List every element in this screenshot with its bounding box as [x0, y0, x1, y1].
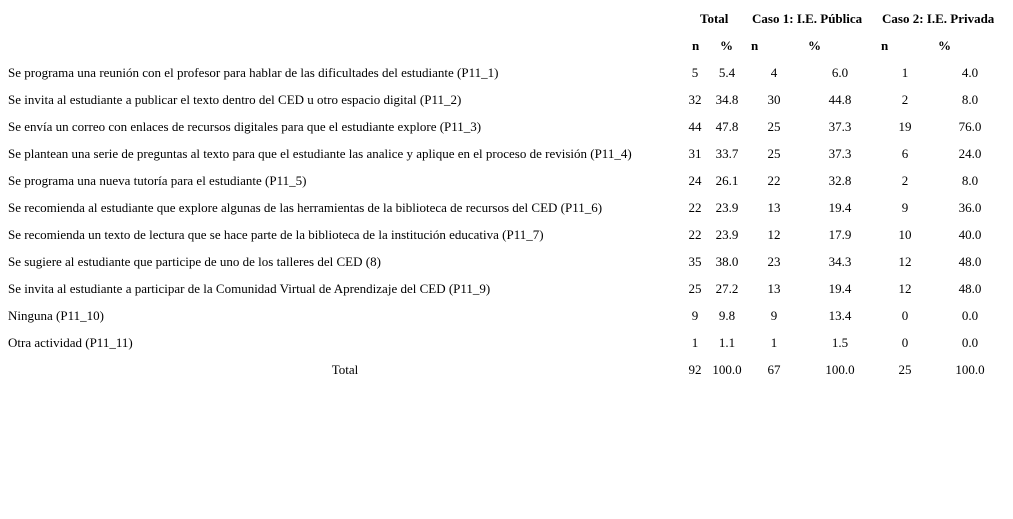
cell-caso2-pct: 0.0 — [961, 335, 979, 350]
cell-caso2-pct: 4.0 — [961, 65, 979, 80]
cell-total-n: 24 — [688, 173, 702, 188]
cell-caso2-pct: 48.0 — [958, 254, 982, 269]
cell-caso2-pct: 76.0 — [958, 119, 982, 134]
subheader-caso1-pct: % — [808, 38, 821, 53]
subheader-total-pct: % — [720, 38, 733, 53]
subheader-caso2-pct: % — [938, 38, 951, 53]
cell-caso1-n: 30 — [767, 92, 781, 107]
row-label: Se recomienda al estudiante que explore algunas de las herramientas de la biblioteca de recursos del CED (P11_6) — [8, 200, 603, 215]
cell-caso2-n: 0 — [901, 308, 909, 323]
header-total: Total — [700, 11, 729, 26]
cell-total-n: 22 — [688, 227, 702, 242]
cell-caso1-pct: 19.4 — [828, 200, 852, 215]
cell-caso2-n: 0 — [901, 335, 909, 350]
cell-caso1-n: 13 — [767, 200, 781, 215]
table-row — [0, 309, 1013, 336]
cell-caso1-pct: 17.9 — [828, 227, 852, 242]
cell-caso1-pct: 19.4 — [828, 281, 852, 296]
cell-total-pct: 9.8 — [718, 308, 736, 323]
cell-total-pct: 1.1 — [718, 335, 736, 350]
cell-caso2-n: 19 — [898, 119, 912, 134]
subheader-total-n: n — [692, 38, 700, 53]
row-label: Se programa una reunión con el profesor para hablar de las dificultades del estudiante (P11_1) — [8, 65, 499, 80]
cell-caso2-n: 25 — [898, 362, 912, 377]
cell-total-pct: 47.8 — [715, 119, 739, 134]
row-label: Ninguna (P11_10) — [8, 308, 104, 323]
cell-caso1-n: 12 — [767, 227, 781, 242]
row-label: Otra actividad (P11_11) — [8, 335, 133, 350]
cell-total-n: 1 — [691, 335, 699, 350]
row-label: Se recomienda un texto de lectura que se hace parte de la biblioteca de la institución educativa (P11_7) — [8, 227, 544, 242]
cell-caso1-n: 22 — [767, 173, 781, 188]
cell-total-n: 35 — [688, 254, 702, 269]
row-label: Se invita al estudiante a participar de la Comunidad Virtual de Aprendizaje del CED (P11_9) — [8, 281, 491, 296]
cell-caso2-pct: 36.0 — [958, 200, 982, 215]
table-row — [0, 93, 1013, 120]
cell-caso1-n: 9 — [770, 308, 778, 323]
cell-caso2-n: 2 — [901, 173, 909, 188]
cell-caso1-n: 4 — [770, 65, 778, 80]
table-row — [0, 228, 1013, 255]
cell-caso2-pct: 8.0 — [961, 92, 979, 107]
cell-caso1-pct: 32.8 — [828, 173, 852, 188]
cell-caso2-n: 2 — [901, 92, 909, 107]
cell-caso1-n: 23 — [767, 254, 781, 269]
cell-caso2-pct: 24.0 — [958, 146, 982, 161]
table-row — [0, 201, 1013, 228]
cell-total-pct: 26.1 — [715, 173, 739, 188]
cell-total-n: 25 — [688, 281, 702, 296]
cell-caso2-n: 12 — [898, 254, 912, 269]
cell-caso2-pct: 48.0 — [958, 281, 982, 296]
table-row — [0, 282, 1013, 309]
total-label: Total — [331, 362, 359, 377]
cell-caso2-n: 6 — [901, 146, 909, 161]
cell-total-n: 31 — [688, 146, 702, 161]
cell-total-n: 32 — [688, 92, 702, 107]
cell-total-n: 22 — [688, 200, 702, 215]
cell-caso1-pct: 1.5 — [831, 335, 849, 350]
cell-caso2-pct: 40.0 — [958, 227, 982, 242]
cell-total-pct: 100.0 — [712, 362, 742, 377]
cell-total-pct: 38.0 — [715, 254, 739, 269]
subheader-caso2-n: n — [881, 38, 889, 53]
cell-total-pct: 5.4 — [718, 65, 736, 80]
cell-caso1-pct: 6.0 — [831, 65, 849, 80]
cell-total-n: 92 — [688, 362, 702, 377]
cell-total-n: 9 — [691, 308, 699, 323]
header-caso1: Caso 1: I.E. Pública — [752, 11, 863, 26]
cell-caso2-pct: 0.0 — [961, 308, 979, 323]
total-row — [0, 363, 1013, 390]
cell-caso1-n: 1 — [770, 335, 778, 350]
table-row — [0, 66, 1013, 93]
cell-caso1-pct: 37.3 — [828, 119, 852, 134]
cell-caso1-n: 13 — [767, 281, 781, 296]
cell-caso1-pct: 37.3 — [828, 146, 852, 161]
row-label: Se envía un correo con enlaces de recursos digitales para que el estudiante explore (P11_3) — [8, 119, 482, 134]
cell-total-n: 5 — [691, 65, 699, 80]
subheader-caso1-n: n — [751, 38, 759, 53]
cell-caso1-pct: 100.0 — [825, 362, 855, 377]
cell-caso2-n: 1 — [901, 65, 909, 80]
cell-caso2-n: 10 — [898, 227, 912, 242]
table-row — [0, 174, 1013, 201]
cell-total-pct: 23.9 — [715, 200, 739, 215]
cell-caso1-n: 25 — [767, 146, 781, 161]
cell-caso1-n: 25 — [767, 119, 781, 134]
row-label: Se sugiere al estudiante que participe de uno de los talleres del CED (8) — [8, 254, 381, 269]
cell-total-pct: 27.2 — [715, 281, 739, 296]
row-label: Se invita al estudiante a publicar el texto dentro del CED u otro espacio digital (P11_2) — [8, 92, 462, 107]
cell-caso1-pct: 44.8 — [828, 92, 852, 107]
cell-caso2-pct: 100.0 — [955, 362, 985, 377]
row-label: Se programa una nueva tutoría para el estudiante (P11_5) — [8, 173, 307, 188]
table-row — [0, 120, 1013, 147]
table-row — [0, 336, 1013, 363]
cell-caso2-n: 12 — [898, 281, 912, 296]
row-label: Se plantean una serie de preguntas al texto para que el estudiante las analice y aplique en el proceso de revisión (P11_4) — [8, 146, 632, 161]
table-row — [0, 147, 1013, 174]
cell-total-n: 44 — [688, 119, 702, 134]
cell-total-pct: 33.7 — [715, 146, 739, 161]
table-row — [0, 255, 1013, 282]
cell-caso2-pct: 8.0 — [961, 173, 979, 188]
cell-caso1-n: 67 — [767, 362, 781, 377]
cell-caso1-pct: 13.4 — [828, 308, 852, 323]
cell-caso2-n: 9 — [901, 200, 909, 215]
cell-total-pct: 34.8 — [715, 92, 739, 107]
header-caso2: Caso 2: I.E. Privada — [882, 11, 995, 26]
cell-caso1-pct: 34.3 — [828, 254, 852, 269]
cell-total-pct: 23.9 — [715, 227, 739, 242]
